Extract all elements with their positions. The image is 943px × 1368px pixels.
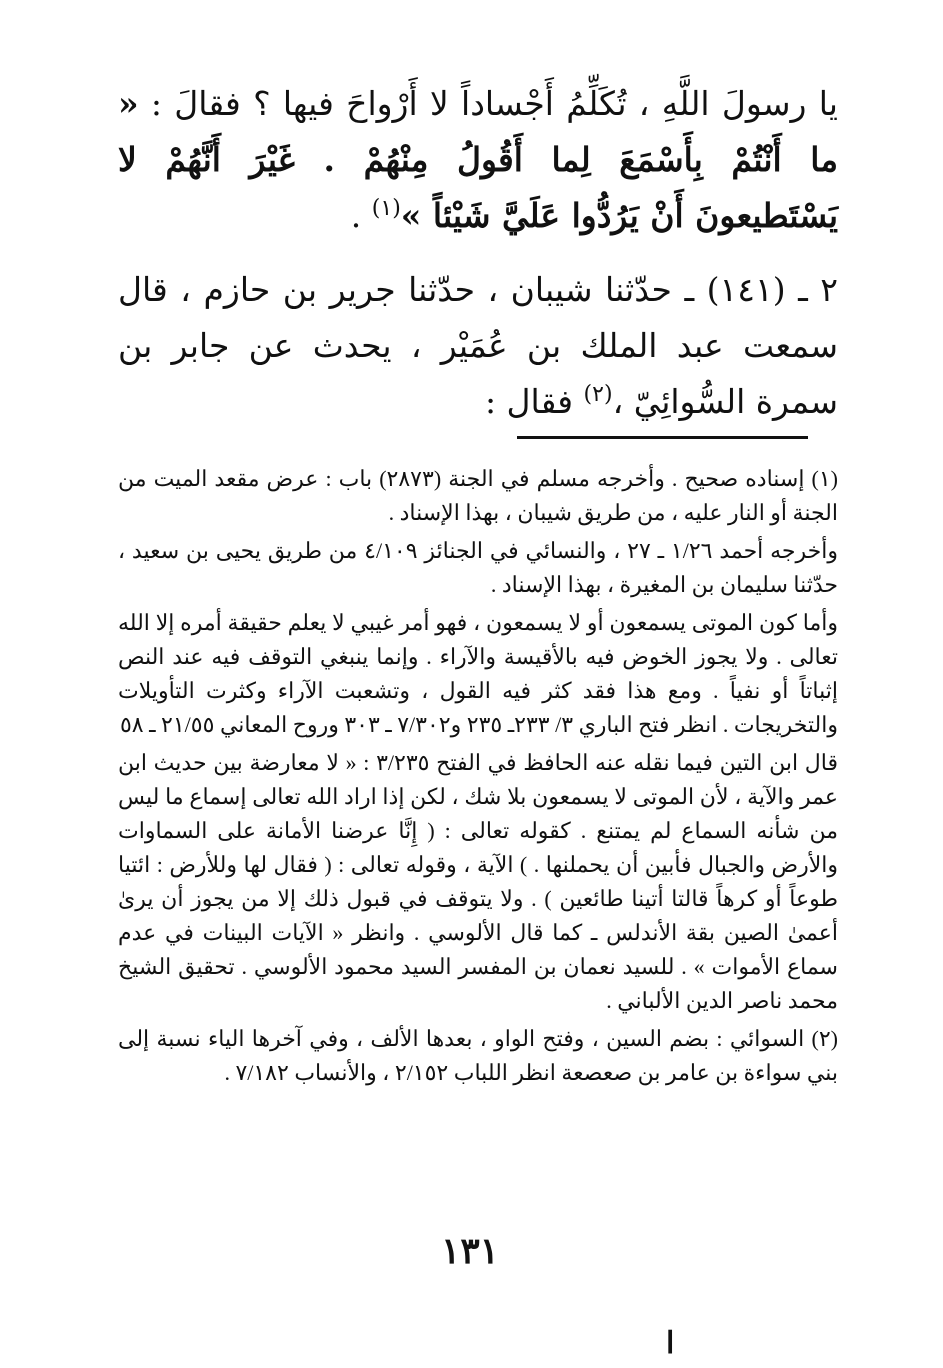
footnote-2: (٢) السوائي : بضم السين ، وفتح الواو ، بعدها الألف ، وفي آخرها الياء نسبة إلى بني سواءة بن عامر بن صعصعة انظر اللباب ٢/١٥٢ ، والأنساب ٧/١٨٢ . <box>118 1026 838 1085</box>
hadith-1-end: . <box>350 196 362 235</box>
footnote-1-continued-ahmad: وأخرجه أحمد ١/٢٦ ـ ٢٧ ، والنسائي في الجنائز ٤/١٠٩ من طريق يحيى بن سعيد ، حدّثنا سليمان بن المغيرة ، بهذا الإسناد . <box>118 538 838 597</box>
hadith-2-end: فقال : <box>484 382 574 421</box>
hadith-1-paragraph <box>118 76 838 244</box>
stray-mark: ا <box>666 1326 675 1361</box>
hadith-1-quote: « ما أَنْتُمْ بِأَسْمَعَ لِما أَقُولُ مِنْهُمْ . غَيْرَ أَنَّهُمْ لا يَسْتَطيعونَ أَنْ يَرُدُّوا عَلَيَّ شَيْئاً » <box>118 84 838 235</box>
page-number: ١٣١ <box>440 1230 499 1272</box>
footnote-divider <box>517 436 808 439</box>
footnote-1: (١) إسناده صحيح . وأخرجه مسلم في الجنة (٢٨٧٣) باب : عرض مقعد الميت من الجنة أو النار عليه ، من طريق شيبان ، بهذا الإسناد . <box>118 466 838 525</box>
footnote-ref-2: (٢) <box>583 382 613 407</box>
hadith-2-text: ٢ ـ (١٤١) ـ حدّثنا شيبان ، حدّثنا جرير بن حازم ، قال سمعت عبد الملك بن عُمَيْر ، يحدث عن جابر بن سمرة السُّوائِيّ ، <box>118 270 838 421</box>
main-text <box>118 76 838 448</box>
footnote-ref-1: (١) <box>371 196 401 221</box>
footnote-1-commentary: وأما كون الموتى يسمعون أو لا يسمعون ، فهو أمر غيبي لا يعلم حقيقة أمره إلا الله تعالى . ولا يجوز الخوض فيه بالأقيسة والآراء . وإنما ينبغي التوقف فيه عند النص إثباتاً أو نفياً . ومع هذا فقد كثر فيه القول ، وتشعبت الآراء وكثرت التأويلات والتخريجات . انظر فتح الباري ٣/ ٢٣٣ـ ٢٣٥ و٧/٣٠٢ ـ ٣٠٣ وروح المعاني ٢١/٥٥ ـ ٥٨ <box>118 610 838 737</box>
footnote-1-ibn-al-tin-quote: قال ابن التين فيما نقله عنه الحافظ في الفتح ٣/٢٣٥ : « لا معارضة بين حديث ابن عمر والآية ، لأن الموتى لا يسمعون بلا شك ، لكن إذا اراد الله تعالى إسماع ما ليس من شأنه السماع لم يمتنع . كقوله تعالى : ( إِنَّا عرضنا الأمانة على السماوات والأرض والجبال فأبين أن يحملنها . ) الآية ، وقوله تعالى : ( فقال لها وللأرض : ائتيا طوعاً أو كرهاً قالتا أتينا طائعين ) . ولا يتوقف في قبول ذلك إلا من يجوز أن يرىٰ أعمىٰ الصين بقة الأندلس ـ كما قال الألوسي . وانظر « الآيات البينات في عدم سماع الأموات » . للسيد نعمان بن المفسر السيد محمود الألوسي . تحقيق الشيخ محمد ناصر الدين الألباني . <box>118 750 839 1013</box>
footnotes <box>118 462 838 1094</box>
hadith-1-lead: يا رسولَ اللَّهِ ، تُكَلِّمُ أَجْساداً لا أَرْواحَ فيها ؟ فقالَ : <box>150 84 838 123</box>
hadith-2-paragraph <box>118 262 838 430</box>
